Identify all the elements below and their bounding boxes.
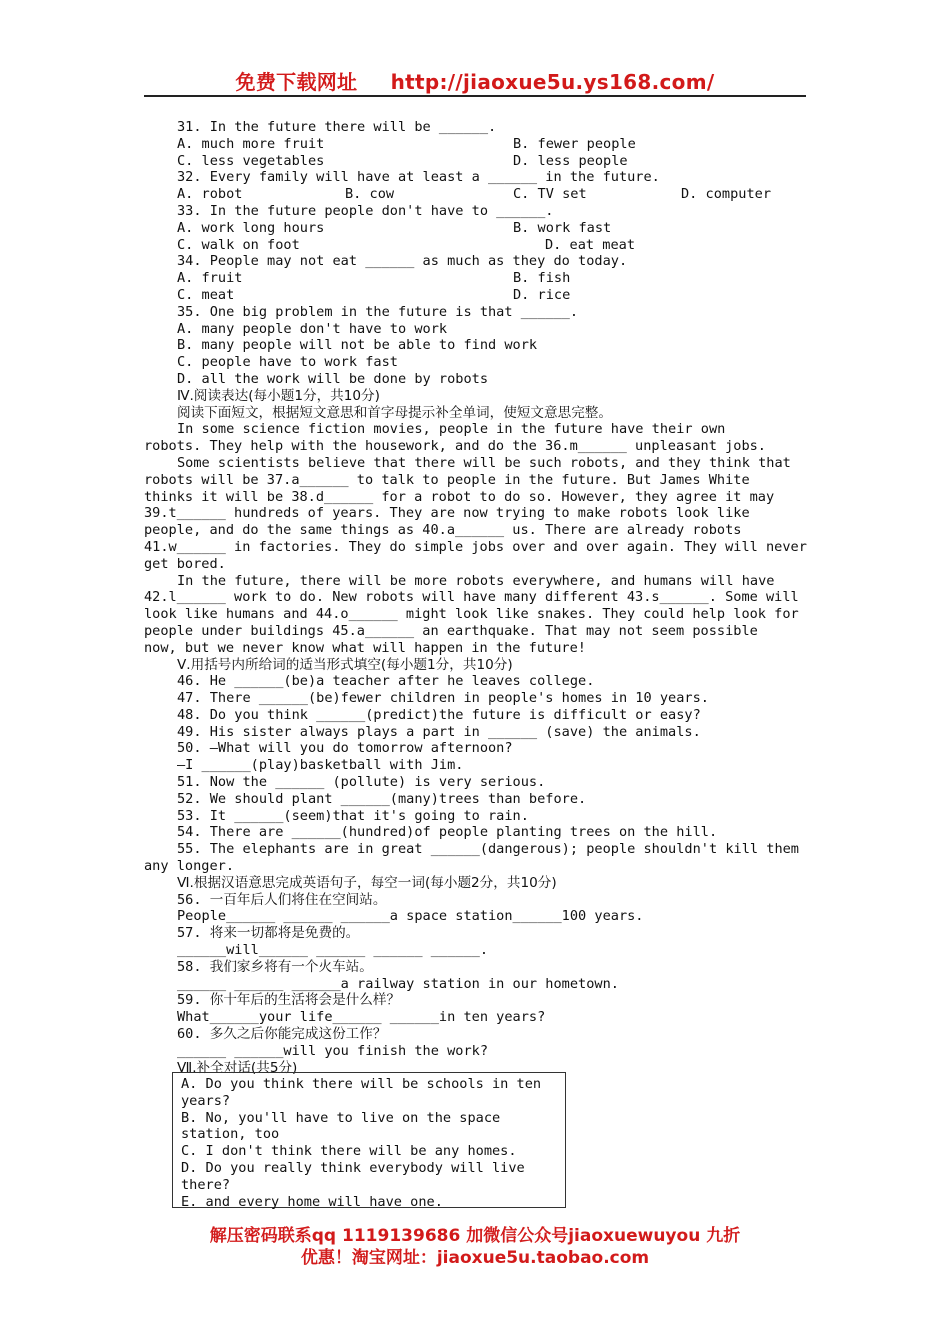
option-31-b[interactable]: B. fewer people <box>513 135 636 152</box>
question-32-options <box>144 186 806 203</box>
header-divider <box>144 95 806 97</box>
question-58-chinese: 58. 我们家乡将有一个火车站。 <box>177 958 373 975</box>
question-53: 53. It ______(seem)that it's going to rain. <box>177 807 529 824</box>
question-48: 48. Do you think ______(predict)the future is difficult or easy? <box>177 706 701 723</box>
dialogue-option-line: D. Do you really think everybody will live <box>181 1159 525 1176</box>
question-56-english: People______ ______ ______a space station______100 years. <box>177 908 644 925</box>
question-33-options-row1 <box>144 220 806 237</box>
question-49: 49. His sister always plays a part in ______ (save) the animals. <box>177 723 701 740</box>
section-4-title: Ⅳ.阅读表达(每小题1分，共10分) <box>177 387 380 404</box>
option-35-d[interactable]: D. all the work will be done by robots <box>177 370 488 387</box>
section-5-title: Ⅴ.用括号内所给词的适当形式填空(每小题1分，共10分) <box>177 656 513 673</box>
question-33-options-row2 <box>144 237 806 254</box>
option-33-d[interactable]: D. eat meat <box>545 236 636 253</box>
question-55-cont: any longer. <box>144 858 235 875</box>
passage-line: 42.l______ work to do. New robots will have many different 43.s______. Some will <box>144 589 799 606</box>
dialogue-options-box <box>172 1072 566 1208</box>
passage-line: people under buildings 45.a______ an earthquake. That may not seem possible <box>144 622 758 639</box>
passage-line: get bored. <box>144 555 226 572</box>
option-32-d[interactable]: D. computer <box>681 186 772 203</box>
option-31-d[interactable]: D. less people <box>513 152 628 169</box>
worksheet-body <box>144 119 806 1076</box>
dialogue-option-line: C. I don't think there will be any homes. <box>181 1143 517 1160</box>
question-35-stem: 35. One big problem in the future is that ______. <box>177 303 579 320</box>
question-31-options-row2 <box>144 153 806 170</box>
option-34-c[interactable]: C. meat <box>177 286 235 303</box>
question-52: 52. We should plant ______(many)trees than before. <box>177 790 587 807</box>
option-35-a[interactable]: A. many people don't have to work <box>177 320 448 337</box>
question-50: 50. —What will you do tomorrow afternoon? <box>177 740 513 757</box>
option-35-c[interactable]: C. people have to work fast <box>177 354 398 371</box>
question-59-english: What______your life______ ______in ten years? <box>177 1009 546 1026</box>
footer-contact: 解压密码联系qq 1119139686 加微信公众号jiaoxuewuyou 九折 <box>209 1226 741 1246</box>
question-32-stem: 32. Every family will have at least a ______ in the future. <box>177 169 660 186</box>
passage-line: Some scientists believe that there will be such robots, and they think that <box>177 454 791 471</box>
question-31-options-row1 <box>144 136 806 153</box>
passage-line: robots will be 37.a______ to talk to people in the future. But James White <box>144 471 750 488</box>
section-6-title: Ⅵ.根据汉语意思完成英语句子，每空一词(每小题2分，共10分) <box>177 874 557 891</box>
question-58-english: ______ ______ ______a railway station in our hometown. <box>177 975 619 992</box>
option-31-a[interactable]: A. much more fruit <box>177 135 325 152</box>
option-35-b[interactable]: B. many people will not be able to find work <box>177 337 538 354</box>
dialogue-option-line: E. and every home will have one. <box>181 1193 443 1210</box>
passage-line: 39.t______ hundreds of years. They are now trying to make robots look like <box>144 505 750 522</box>
passage-line: thinks it will be 38.d______ for a robot to do so. However, they agree it may <box>144 488 775 505</box>
option-31-c[interactable]: C. less vegetables <box>177 152 325 169</box>
page-header <box>0 66 950 95</box>
option-32-c[interactable]: C. TV set <box>513 186 587 203</box>
question-60-chinese: 60. 多久之后你能完成这份工作？ <box>177 1026 387 1043</box>
section-4-instructions: 阅读下面短文，根据短文意思和首字母提示补全单词，使短文意思完整。 <box>177 404 612 421</box>
question-60-english: ______ ______will you finish the work? <box>177 1042 488 1059</box>
question-50-reply: —I ______(play)basketball with Jim. <box>177 757 464 774</box>
passage-line: 41.w______ in factories. They do simple jobs over and over again. They will never <box>144 538 807 555</box>
question-56-chinese: 56. 一百年后人们将住在空间站。 <box>177 891 387 908</box>
option-33-c[interactable]: C. walk on foot <box>177 236 300 253</box>
passage-line: look like humans and 44.o______ might look like snakes. They could help look for <box>144 606 799 623</box>
dialogue-option-line: there? <box>181 1176 231 1193</box>
footer-shop-link[interactable]: 优惠！淘宝网址：jiaoxue5u.taobao.com <box>300 1248 650 1268</box>
question-57-chinese: 57. 将来一切都将是免费的。 <box>177 925 360 942</box>
option-32-b[interactable]: B. cow <box>345 186 395 203</box>
passage-line: now, but we never know what will happen in the future! <box>144 639 586 656</box>
dialogue-option-line: years? <box>181 1092 231 1109</box>
section-7-title: Ⅶ.补全对话(共5分) <box>177 1059 298 1076</box>
dialogue-option-line: A. Do you think there will be schools in ten <box>181 1076 542 1092</box>
question-59-chinese: 59. 你十年后的生活将会是什么样？ <box>177 992 401 1009</box>
option-34-b[interactable]: B. fish <box>513 270 571 287</box>
option-34-a[interactable]: A. fruit <box>177 270 243 287</box>
question-55: 55. The elephants are in great ______(dangerous); people shouldn't kill them <box>177 841 799 858</box>
passage-line: robots. They help with the housework, and do the 36.m______ unpleasant jobs. <box>144 438 766 455</box>
passage-line: people, and do the same things as 40.a______ us. There are already robots <box>144 522 742 539</box>
passage-line: In some science fiction movies, people in the future have their own <box>177 421 726 438</box>
question-47: 47. There ______(be)fewer children in people's homes in 10 years. <box>177 690 709 707</box>
option-32-a[interactable]: A. robot <box>177 186 243 203</box>
header-url-link[interactable]: http://jiaoxue5u.ys168.com/ <box>390 70 715 94</box>
question-34-options-row2 <box>144 287 806 304</box>
question-34-stem: 34. People may not eat ______ as much as they do today. <box>177 253 628 270</box>
option-34-d[interactable]: D. rice <box>513 286 571 303</box>
option-33-b[interactable]: B. work fast <box>513 219 612 236</box>
question-51: 51. Now the ______ (pollute) is very serious. <box>177 774 546 791</box>
dialogue-option-line: station, too <box>181 1126 280 1143</box>
passage-line: In the future, there will be more robots everywhere, and humans will have <box>177 572 775 589</box>
question-57-english: ______will______ ______ ______ ______. <box>177 942 488 959</box>
question-46: 46. He ______(be)a teacher after he leaves college. <box>177 673 595 690</box>
question-31-stem: 31. In the future there will be ______. <box>177 119 497 135</box>
question-33-stem: 33. In the future people don't have to ______. <box>177 202 554 219</box>
header-download-label: 免费下载网址 <box>235 70 358 94</box>
question-34-options-row1 <box>144 270 806 287</box>
option-33-a[interactable]: A. work long hours <box>177 219 325 236</box>
dialogue-option-line: B. No, you'll have to live on the space <box>181 1109 501 1126</box>
question-54: 54. There are ______(hundred)of people planting trees on the hill. <box>177 824 718 841</box>
